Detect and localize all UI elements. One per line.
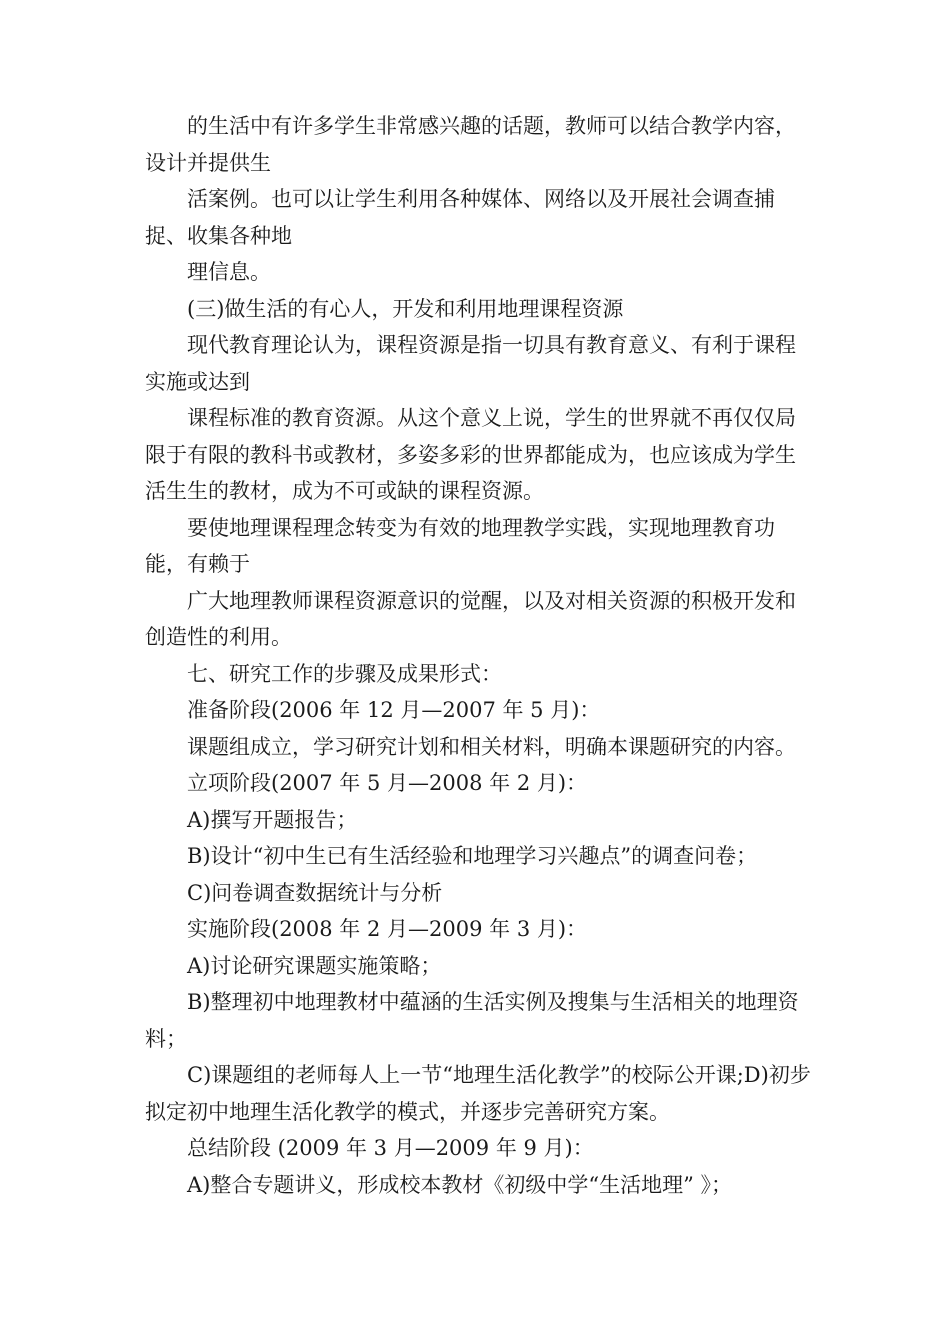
- section-heading: (三)做生活的有心人，开发和利用地理课程资源: [187, 296, 624, 321]
- list-item: A)整合专题讲义，形成校本教材《初级中学“生活地理” 》；: [187, 1172, 733, 1197]
- list-item: A)讨论研究课题实施策略；: [187, 953, 442, 978]
- section-heading: 七、研究工作的步骤及成果形式：: [187, 661, 502, 686]
- list-item: B)设计“初中生已有生活经验和地理学习兴趣点”的调查问卷；: [187, 844, 758, 868]
- document-body: [145, 108, 815, 1203]
- stage-heading: 实施阶段(2008 年 2 月—2009 年 3 月)：: [187, 917, 588, 941]
- paragraph: 理信息。: [187, 260, 271, 284]
- list-item: C)课题组的老师每人上一节“地理生活化教学”的校际公开课;D)初步拟定初中地理生活化教学的模式，并逐步完善研究方案。: [145, 1063, 811, 1124]
- list-item: C)问卷调查数据统计与分析: [187, 880, 443, 905]
- stage-heading: 总结阶段 (2009 年 3 月—2009 年 9 月)：: [187, 1136, 594, 1160]
- stage-heading: 准备阶段(2006 年 12 月—2007 年 5 月)：: [187, 698, 601, 722]
- list-item: A)撰写开题报告；: [187, 807, 358, 832]
- paragraph: 活案例。也可以让学生利用各种媒体、网络以及开展社会调查捕捉、收集各种地: [145, 187, 775, 248]
- paragraph: 的生活中有许多学生非常感兴趣的话题，教师可以结合教学内容，设计并提供生: [145, 114, 796, 175]
- paragraph: 课题组成立，学习研究计划和相关材料，明确本课题研究的内容。: [187, 734, 796, 759]
- paragraph: 课程标准的教育资源。从这个意义上说，学生的世界就不再仅仅局限于有限的教科书或教材，多姿多彩的世界都能成为，也应该成为学生活生生的教材，成为不可或缺的课程资源。: [145, 406, 796, 503]
- stage-heading: 立项阶段(2007 年 5 月—2008 年 2 月)：: [187, 771, 588, 795]
- paragraph: 现代教育理论认为，课程资源是指一切具有教育意义、有利于课程实施或达到: [145, 333, 796, 394]
- paragraph: 广大地理教师课程资源意识的觉醒，以及对相关资源的积极开发和创造性的利用。: [145, 588, 796, 649]
- list-item: B)整理初中地理教材中蕴涵的生活实例及搜集与生活相关的地理资料；: [145, 990, 799, 1051]
- paragraph: 要使地理课程理念转变为有效的地理教学实践，实现地理教育功能，有赖于: [145, 515, 775, 576]
